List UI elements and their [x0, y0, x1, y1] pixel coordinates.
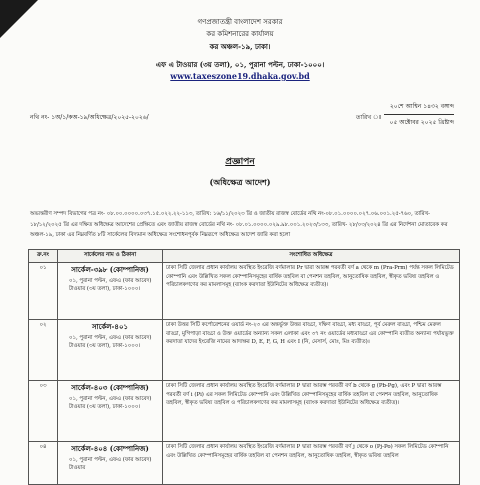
- circle-office: ০১, পুরানা পল্টন, এফএ (ফার আবেদ) টাওয়ার (৩য় তলা), ঢাকা-১০০০।: [69, 277, 152, 292]
- jurisdiction-table: [28, 249, 460, 485]
- header-office: কর কমিশনারের কার্যালয়: [206, 30, 274, 38]
- header-circle: সার্কেলের নাম ও ঠিকানা: [58, 250, 163, 263]
- date-bangla: ২০শে আশ্বিন ১৪৩২ বঙ্গাব্দ: [389, 103, 454, 110]
- circle-name: সার্কেল-৪০১: [91, 322, 129, 331]
- header-govt: গণপ্রজাতন্ত্রী বাংলাদেশ সরকার: [197, 18, 283, 26]
- row-circle-cell: [58, 381, 163, 442]
- memo-date-label: তারিখ ঃ: [356, 114, 382, 121]
- circle-office: ০১, পুরানা পল্টন, এফএ (ফার আবেদ) টাওয়ার (৩য় তলা), ঢাকা-১০০০।: [69, 334, 152, 349]
- row-serial: ০১: [29, 263, 58, 320]
- row-jurisdiction: ঢাকা সিটি জেলার প্রধান কার্যালয় অবস্থিত ইংরেজি বর্ণমালার P দ্বারা আরম্ভ পরবর্তী বর্ণ j থেকে o (Pj-Po) সকল লিমিটেড কোম্পানি এবং উল্লিখিত কোম্পানিসমূহের বার্ষিক তহবিল বা পেনশন তহবিল, আনুতোষিক তহবিল, স্বীকৃত ভবিষ্য তহবিল: [163, 442, 460, 485]
- page-title: প্রজ্ঞাপন: [225, 157, 255, 167]
- header-jurisdiction: সংশোধিত অধিক্ষেত্র: [163, 250, 460, 263]
- table-row: [29, 381, 460, 442]
- row-jurisdiction: ঢাকা সিটি জেলার প্রধান কার্যালয় অবস্থিত ইংরেজি বর্ণমালার P দ্বারা আরম্ভ পরবর্তী বর্ণ b থেকে g (Pb-Pg), এবং P দ্বারা আরম্ভ পরবর্তী বর্ণ i (Pi) এর সকল লিমিটেড কোম্পানি এবং উল্লিখিত কোম্পানিসমূহের বার্ষিক তহবিল বা পেনশন তহবিল, আনুতোষিক তহবিল, স্বীকৃত ভবিষ্য তহবিল ও পরিচালকগণের কর মামলাসমূহ (ব্যাংক করদাতা ইউনিটের অধিক্ষেত্র ব্যতীত)।: [163, 381, 460, 442]
- row-serial: ০২: [29, 320, 58, 381]
- header-address: এফ এ টাওয়ার (৩য় তলা), ০১, পুরানা পল্টন, ঢাকা-১০০০।: [155, 60, 325, 69]
- table-header-row: [29, 250, 460, 263]
- row-circle-cell: [58, 320, 163, 381]
- table-row: [29, 320, 460, 381]
- memo-number: নথি নং- ১অ/১/কঅ-১৯/অধিক্ষেত্র/২০২৫-২০২৬/: [30, 114, 149, 121]
- circle-name: সার্কেল-৪০৩ (কোম্পানিজ): [71, 383, 149, 392]
- circle-office: ০১, পুরানা পল্টন, এফএ (ফার আবেদ) টাওয়ার: [69, 456, 152, 471]
- date-divider: [384, 114, 454, 115]
- row-serial: ০৪: [29, 442, 58, 485]
- date-english: ০৫ অক্টোবর ২০২৫ খ্রিষ্টাব্দ: [389, 119, 454, 126]
- row-circle-cell: [58, 442, 163, 485]
- website-link[interactable]: www.taxeszone19.dhaka.gov.bd: [170, 71, 310, 81]
- intro-paragraph: অভ্যন্তরীণ সম্পদ বিভাগের পত্র নং- ০৮.০০.০০০০.০৩৭.১৫.০২২.২২-১১৩, তারিখ: ১৬/১১/২০২৩ খ্রি ও জাতীয় রাজস্ব বোর্ডের নথি নং-০৮.০১.০০০০.০২৭.০৬.০০১.২৫-৭৬০, তারিখ- ১৮/১২/২০২৫ খ্রি এর দক্ষিত অধিক্ষেত্র আদেশের প্রেক্ষিতে এবং জাতীয় রাজস্ব বোর্ডের নথি নং- ০৮.০১.০০০০.০২৯.৯৮.০০১.২০২৩/১৩৩, তারিখ- ২৮/০৩/২০২৪ খ্রি এর নির্দেশনা মোতাবেক কর অঞ্চল-১৯, ঢাকা এর নিম্নবর্ণিত ৮টি সার্কেলের বিদ্যমান অধিক্ষেত্র সংশোধনপূর্বক নিম্নরূপে অধিক্ষেত্র আদেশ জারি করা হলো: [30, 211, 448, 238]
- row-jurisdiction: ঢাকা উত্তর সিটি কর্পোরেশনের ওয়ার্ড নং-২৩ এর অন্তর্ভুক্ত উত্তর বাড্ডা, দক্ষিণ বাড্ডা, মধ্য বাড্ডা, পূর্ব মেরুল বাড্ডা, পশ্চিম মেরুল বাড্ডা, মুগিপাড়া বাড্ডা ও উক্ত ওয়ার্ডের অন্যান্য সকল এলাকা এবং ৩৭ নং ওয়ার্ডের মধ্যবাড্ডা এর কোম্পানি ব্যতীত অন্যান্য পর্যায়ভুক্ত করদাতা যাদের ইংরেজি নামের আদ্যক্ষর D, E, F, G, H এবং I (নি, মেসার্স, মোঃ, মিঃ ব্যতীত)।: [163, 320, 460, 381]
- header-website-row: [0, 72, 480, 82]
- page-subtitle: (অধিক্ষেত্র আদেশ): [209, 177, 271, 187]
- circle-office: ০১, পুরানা পল্টন, এফএ (ফার আবেদ) টাওয়ার (৩য় তলা), ঢাকা-১০০০।: [69, 395, 152, 410]
- table-row: [29, 442, 460, 485]
- header-serial: ক্র.নং: [29, 250, 58, 263]
- header-zone: কর অঞ্চল-১৯, ঢাকা।: [209, 42, 271, 51]
- row-circle-cell: [58, 263, 163, 320]
- row-serial: ০৩: [29, 381, 58, 442]
- circle-name: সার্কেল-৪০৪ (কোম্পানিজ): [71, 444, 149, 453]
- row-jurisdiction: ঢাকা সিটি জেলার প্রধান কার্যালয় অবস্থিত ইংরেজি বর্ণমালার Pr দ্বারা আরম্ভ পরবর্তী বর্ণ a থেকে m (Pra-Prm) পর্যন্ত সকল লিমিটেড কোম্পানি এবং উল্লিখিত সকল কোম্পানিসমূহের বার্ষিক তহবিল বা পেনশন তহবিল, আনুতোষিক তহবিল, স্বীকৃত ভবিষ্য তহবিল ও পরিচালকগণের কর মামলাসমূহ (ব্যাংক করদাতা ইউনিটের অধিক্ষেত্র ব্যতীত)।: [163, 263, 460, 320]
- circle-name: সার্কেল-৩৯৮ (কোম্পানিজ): [71, 265, 149, 274]
- table-row: [29, 263, 460, 320]
